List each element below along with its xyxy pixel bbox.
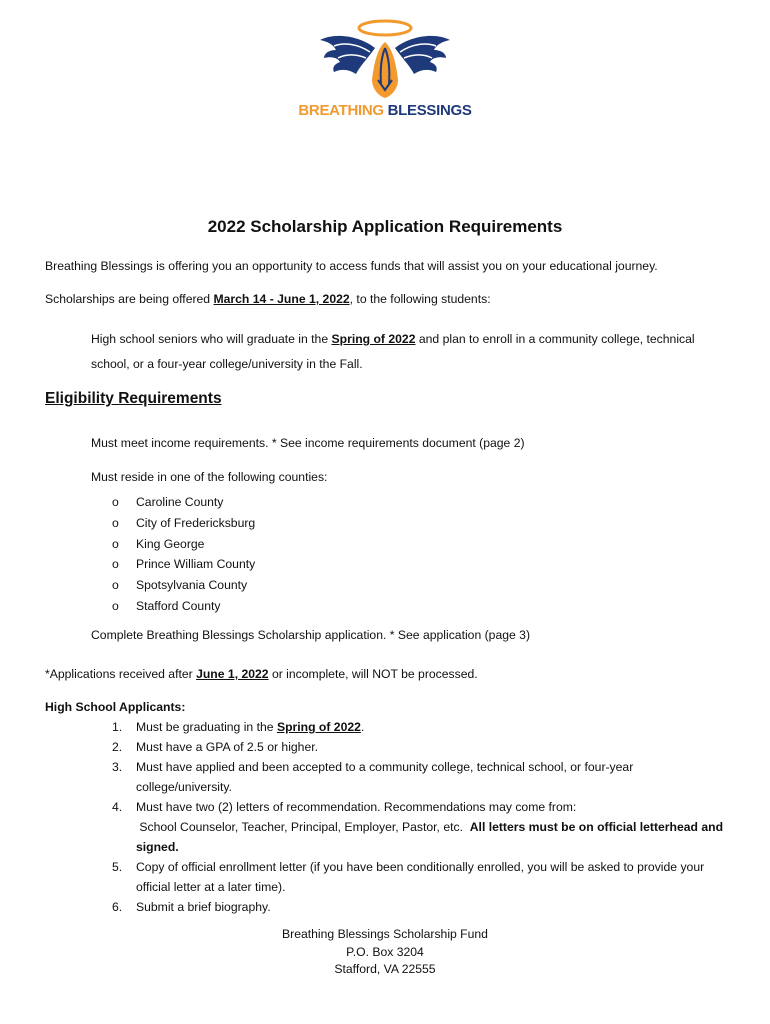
offered-prefix: Scholarships are being offered <box>45 292 214 306</box>
list-item <box>112 577 255 598</box>
list-item <box>112 536 255 557</box>
item-text: Must have a GPA of 2.5 or higher. <box>136 740 319 754</box>
item-number: 3. <box>112 760 123 774</box>
page-title: 2022 Scholarship Application Requirements <box>207 217 563 236</box>
bullet-marker: o <box>112 536 119 551</box>
county-name: Caroline County <box>136 495 224 509</box>
county-name: Prince William County <box>136 557 256 572</box>
item-text: Copy of official enrollment letter (if you have been conditionally enrolled, you will be asked to provide your official letter at a later time). <box>136 860 705 894</box>
item-term: Spring of 2022 <box>276 720 361 734</box>
bullet-marker: o <box>112 598 119 613</box>
bullet-marker: o <box>112 495 119 509</box>
offered-dates: March 14 - June 1, 2022 <box>213 292 350 306</box>
list-item <box>112 598 255 619</box>
target-term: Spring of 2022 <box>331 332 416 346</box>
bullet-marker: o <box>112 578 119 593</box>
footer-address <box>0 926 770 979</box>
list-item <box>112 857 726 897</box>
footer-city: Stafford, VA 22555 <box>334 962 436 976</box>
logo-word-breathing: BREATHING <box>298 102 384 119</box>
eligibility-heading: Eligibility Requirements <box>45 390 222 407</box>
offered-suffix: , to the following students: <box>349 292 491 306</box>
hs-requirements-list <box>112 717 732 917</box>
target-suffix: and plan to enroll in a community college, technical <box>415 332 695 346</box>
bullet-marker: o <box>112 557 119 572</box>
list-item <box>112 494 255 515</box>
list-item <box>112 515 255 536</box>
item-number: 5. <box>112 860 123 874</box>
residence-requirement: Must reside in one of the following counties: <box>91 470 328 484</box>
item-text: . <box>360 720 365 734</box>
bullet-marker: o <box>112 515 119 530</box>
item-number: 2. <box>112 740 123 754</box>
angel-wings-icon <box>290 18 480 104</box>
target-students-line1 <box>91 331 695 347</box>
list-item <box>112 717 732 737</box>
county-list <box>112 494 255 619</box>
list-item <box>112 556 255 577</box>
county-name: Stafford County <box>136 598 221 613</box>
application-requirement: Complete Breathing Blessings Scholarship application. * See application (page 3) <box>91 628 531 642</box>
breathing-blessings-logo <box>290 18 480 126</box>
item-number: 4. <box>112 800 123 814</box>
target-prefix: High school seniors who will graduate in the <box>91 332 332 346</box>
list-item <box>112 757 666 797</box>
item-number: 6. <box>112 900 123 914</box>
list-item <box>112 737 732 757</box>
list-item <box>112 797 732 857</box>
county-name: City of Fredericksburg <box>136 515 256 530</box>
footer-org-name: Breathing Blessings Scholarship Fund <box>282 927 488 941</box>
logo-word-blessings: BLESSINGS <box>387 102 472 119</box>
county-name: Spotsylvania County <box>136 578 248 593</box>
notice-prefix: *Applications received after <box>45 667 197 681</box>
logo-wordmark <box>294 102 476 119</box>
item-text: Must be graduating in the <box>136 720 277 734</box>
target-students-line2: school, or a four-year college/university in the Fall. <box>91 357 363 371</box>
item-text: Submit a brief biography. <box>136 900 271 914</box>
deadline-notice <box>45 666 478 682</box>
hs-applicants-heading: High School Applicants: <box>45 700 186 714</box>
footer-po-box: P.O. Box 3204 <box>346 944 424 959</box>
item-text: Must have two (2) letters of recommendation. Recommendations may come from: <box>136 800 577 814</box>
item-text: School Counselor, Teacher, Principal, Employer, Pastor, etc. <box>136 820 470 834</box>
list-item <box>112 897 732 917</box>
income-requirement: Must meet income requirements. * See income requirements document (page 2) <box>91 436 525 450</box>
item-number: 1. <box>112 720 123 734</box>
county-name: King George <box>136 536 205 551</box>
item-bold-text: All letters must be on official letterhead and signed. <box>136 820 724 854</box>
intro-paragraph: Breathing Blessings is offering you an opportunity to access funds that will assist you on your educational journey. <box>45 259 658 273</box>
notice-date: June 1, 2022 <box>196 667 269 681</box>
notice-suffix: or incomplete, will NOT be processed. <box>268 667 478 681</box>
item-text: Must have applied and been accepted to a community college, technical school, or four-year college/university. <box>136 760 634 794</box>
offered-line <box>45 291 491 307</box>
